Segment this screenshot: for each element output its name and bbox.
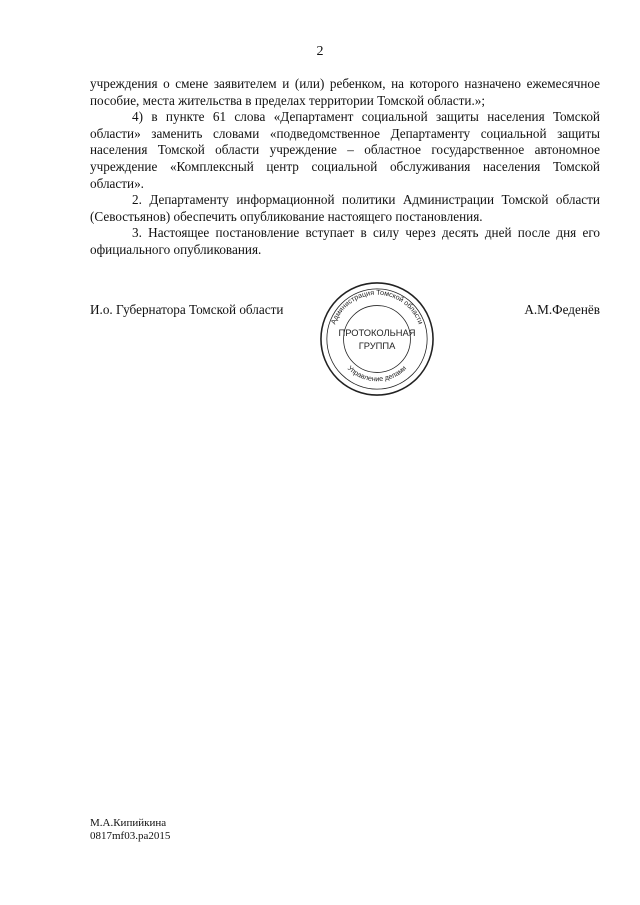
page-number: 2 — [316, 44, 324, 59]
signer-name: А.М.Феденёв — [524, 302, 600, 317]
author-name: М.А.Кипийкина — [90, 817, 167, 829]
document-code: 0817mf03.pa2015 — [90, 830, 171, 842]
stamp-center-line2: ГРУППА — [358, 340, 396, 351]
stamp-center-line1: ПРОТОКОЛЬНАЯ — [338, 328, 416, 339]
paragraph-clause-2: 2. Департаменту информационной политики Администрации Томской области (Севостьянов) обеспечить опубликование настоящего постановления. — [90, 192, 600, 224]
stamp-ring-top: Администрация Томской области — [329, 288, 425, 326]
paragraph-continuation: учреждения о смене заявителем и (или) ребенком, на которого назначено ежемесячное пособие, места жительства в пределах территории Томской области.»; — [90, 76, 600, 108]
document-body — [90, 76, 600, 259]
signer-title: И.о. Губернатора Томской области — [90, 302, 284, 317]
document-footer — [90, 817, 170, 843]
paragraph-clause-3: 3. Настоящее постановление вступает в силу через десять дней после дня его официального опубликования. — [90, 225, 600, 257]
paragraph-item-4: 4) в пункте 61 слова «Департамент социальной защиты населения Томской области» заменить словами «подведомственное Департаменту социальной защиты населения Томской области учреждение – областное государственное автономное учреждение «Комплексный центр социальной обслуживания населения Томской области». — [90, 109, 600, 191]
stamp-ring-bottom: Управление делами — [345, 364, 409, 384]
stamp-seal — [318, 280, 436, 398]
